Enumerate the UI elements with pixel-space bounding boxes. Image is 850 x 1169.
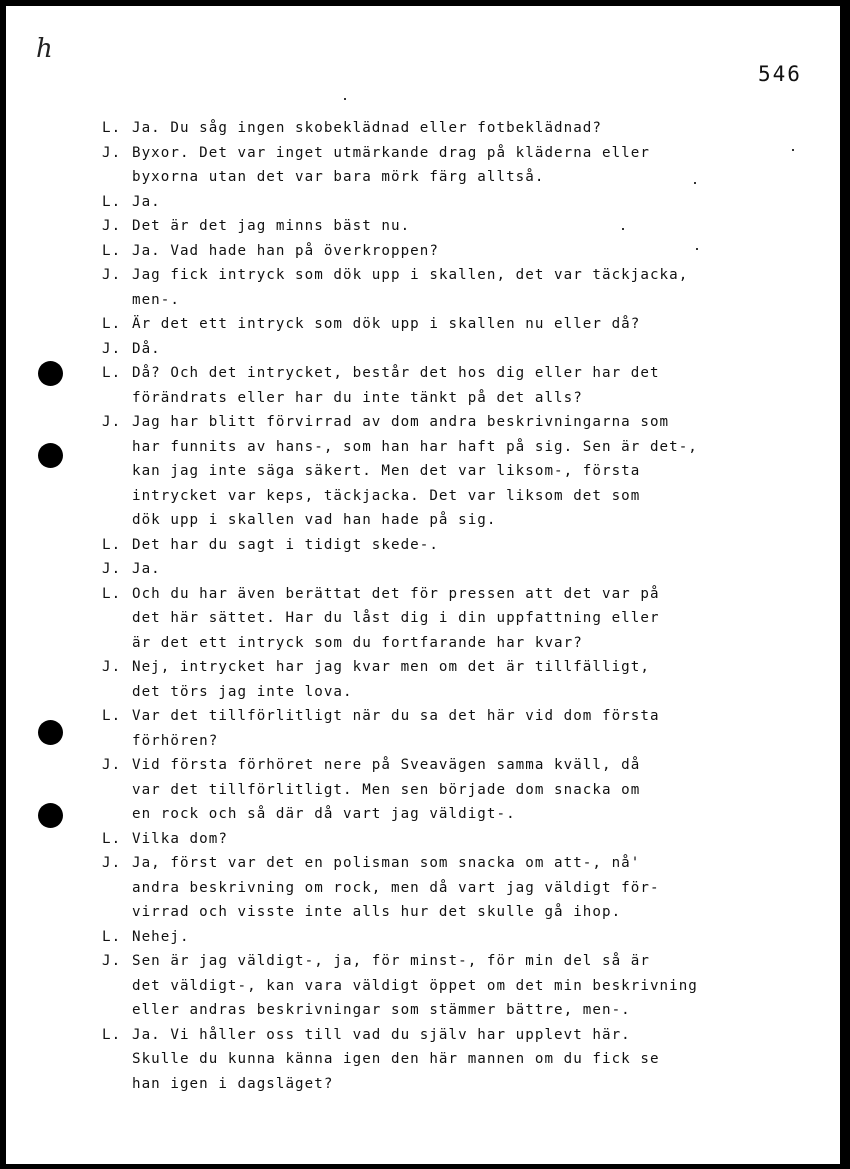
transcript-line: Ja. Vi håller oss till vad du själv har upplevt här. [132, 1026, 631, 1043]
speaker-label: J. [102, 267, 122, 283]
transcript-line: Jag fick intryck som dök upp i skallen, det var täckjacka, [132, 267, 689, 283]
transcript-entry [102, 312, 802, 337]
transcript-line: Det är det jag minns bäst nu. [132, 218, 411, 234]
document-page [6, 6, 840, 1164]
speaker-label: J. [102, 414, 122, 430]
transcript-entry [102, 263, 802, 312]
transcript-line: intrycket var keps, täckjacka. Det var liksom det som [132, 487, 641, 504]
transcript-line: Ja. [132, 193, 161, 210]
transcript-line: det här sättet. Har du låst dig i din uppfattning eller [132, 610, 660, 626]
transcript-line: Ja, först var det en polisman som snacka om att-, nå' [132, 855, 641, 871]
speaker-label: J. [102, 855, 122, 871]
transcript-entry [102, 949, 802, 1023]
speaker-label: L. [102, 830, 122, 847]
transcript-line: förändrats eller har du inte tänkt på det alls? [132, 389, 583, 406]
transcript-line: har funnits av hans-, som han har haft på sig. Sen är det-, [132, 438, 698, 455]
punch-hole-icon [38, 803, 63, 828]
transcript-line: Nej, intrycket har jag kvar men om det är tillfälligt, [132, 659, 650, 675]
transcript-line: Ja. [132, 561, 161, 577]
transcript-line: men-. [132, 291, 180, 308]
transcript-line: virrad och visste inte alls hur det skulle gå ihop. [132, 904, 622, 920]
speaker-label: J. [102, 561, 122, 577]
handwritten-corner-mark: h [36, 34, 49, 64]
punch-hole-icon [38, 361, 63, 386]
punch-hole-icon [38, 443, 63, 468]
transcript-line: Jag har blitt förvirrad av dom andra beskrivningarna som [132, 414, 670, 430]
transcript-line: andra beskrivning om rock, men då vart jag väldigt för- [132, 879, 660, 896]
transcript-line: Då? Och det intrycket, består det hos dig eller har det [132, 365, 660, 381]
transcript-entry [102, 361, 802, 410]
speaker-label: J. [102, 757, 122, 773]
transcript-entry [102, 190, 802, 215]
transcript-entry [102, 214, 802, 239]
transcript-entry [102, 925, 802, 950]
speaker-label: J. [102, 218, 122, 234]
transcript-line: Är det ett intryck som dök upp i skallen nu eller då? [132, 316, 641, 332]
transcript-line: kan jag inte säga säkert. Men det var liksom-, första [132, 463, 641, 479]
speaker-label: J. [102, 144, 122, 161]
transcript-line: Skulle du kunna känna igen den här mannen om du fick se [132, 1051, 660, 1067]
transcript-entry [102, 655, 802, 704]
transcript-line: det törs jag inte lova. [132, 683, 353, 700]
transcript-line: Ja. Du såg ingen skobeklädnad eller fotbeklädnad? [132, 120, 602, 136]
speaker-label: L. [102, 536, 122, 553]
speaker-label: L. [102, 1026, 122, 1043]
speaker-label: L. [102, 365, 122, 381]
transcript-entry [102, 582, 802, 656]
transcript-entry [102, 827, 802, 852]
transcript-line: Då. [132, 340, 161, 357]
page-number: 546 [758, 62, 802, 86]
transcript-line: byxorna utan det var bara mörk färg alltså. [132, 169, 545, 185]
speaker-label: L. [102, 120, 122, 136]
transcript-line: förhören? [132, 732, 219, 749]
transcript-line: han igen i dagsläget? [132, 1075, 334, 1092]
transcript-line: är det ett intryck som du fortfarande har kvar? [132, 634, 583, 651]
transcript-line: Det har du sagt i tidigt skede-. [132, 536, 439, 553]
speaker-label: L. [102, 708, 122, 724]
transcript-line: Byxor. Det var inget utmärkande drag på kläderna eller [132, 144, 650, 161]
transcript-entry [102, 337, 802, 362]
transcript-entry [102, 1023, 802, 1097]
punch-hole-icon [38, 720, 63, 745]
speaker-label: J. [102, 659, 122, 675]
transcript-line: en rock och så där då vart jag väldigt-. [132, 806, 516, 822]
speaker-label: L. [102, 928, 122, 945]
transcript-entry [102, 533, 802, 558]
transcript-line: var det tillförlitligt. Men sen började dom snacka om [132, 781, 641, 798]
speaker-label: L. [102, 242, 122, 259]
transcript-line: Nehej. [132, 928, 190, 945]
interview-transcript [102, 116, 802, 1096]
transcript-entry [102, 410, 802, 533]
transcript-line: Sen är jag väldigt-, ja, för minst-, för min del så är [132, 953, 650, 969]
transcript-entry [102, 851, 802, 925]
speaker-label: J. [102, 953, 122, 969]
transcript-line: dök upp i skallen vad han hade på sig. [132, 512, 497, 528]
speaker-label: L. [102, 585, 122, 602]
transcript-entry [102, 704, 802, 753]
transcript-entry [102, 116, 802, 141]
speaker-label: L. [102, 316, 122, 332]
scan-speck [344, 98, 346, 100]
transcript-line: Ja. Vad hade han på överkroppen? [132, 242, 439, 259]
transcript-entry [102, 141, 802, 190]
transcript-line: det väldigt-, kan vara väldigt öppet om det min beskrivning [132, 977, 698, 994]
transcript-line: Vid första förhöret nere på Sveavägen samma kväll, då [132, 757, 641, 773]
transcript-entry [102, 753, 802, 827]
speaker-label: J. [102, 340, 122, 357]
transcript-line: Var det tillförlitligt när du sa det här vid dom första [132, 708, 660, 724]
speaker-label: L. [102, 193, 122, 210]
transcript-entry [102, 557, 802, 582]
transcript-line: Och du har även berättat det för pressen att det var på [132, 585, 660, 602]
transcript-line: eller andras beskrivningar som stämmer bättre, men-. [132, 1002, 631, 1018]
transcript-entry [102, 239, 802, 264]
transcript-line: Vilka dom? [132, 830, 228, 847]
